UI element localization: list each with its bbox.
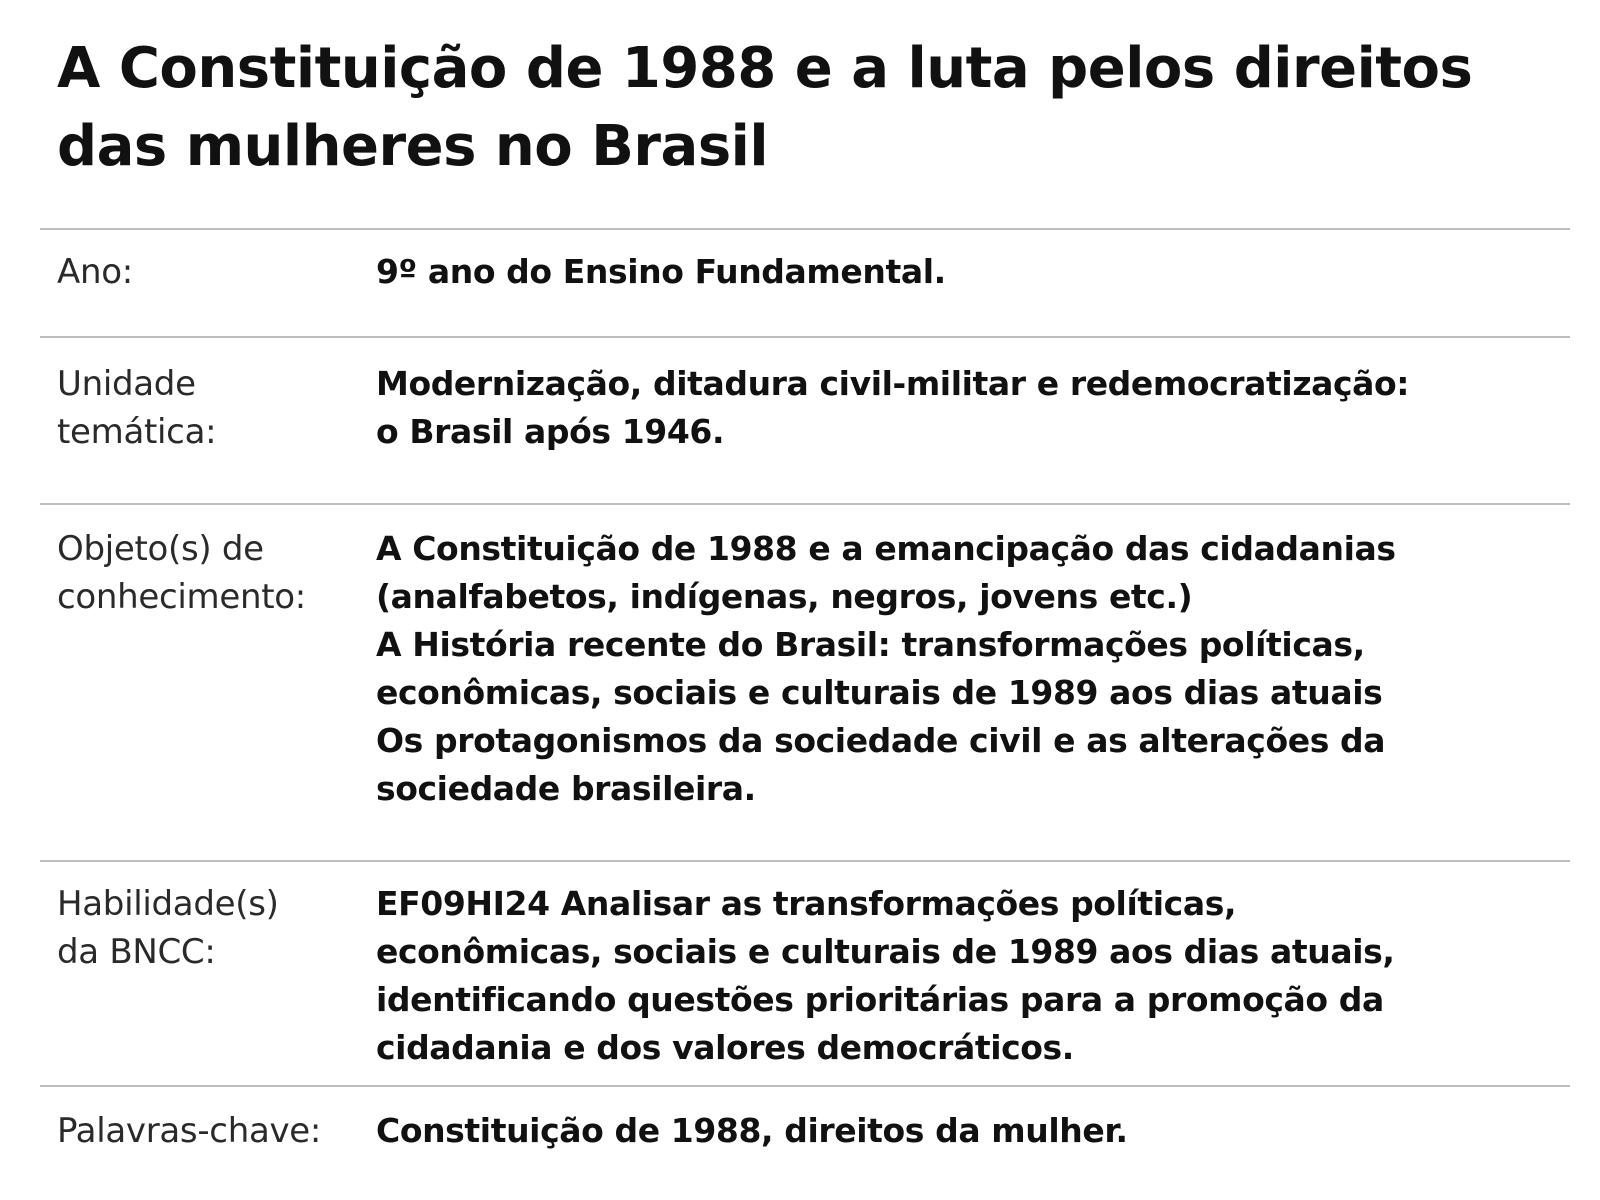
row-objeto-conhecimento	[40, 503, 1570, 860]
value-line: econômicas, sociais e culturais de 1989 aos dias atuais	[376, 673, 1383, 712]
value-line: A Constituição de 1988 e a emancipação das cidadanias	[376, 529, 1396, 568]
label-line: Unidade	[57, 364, 196, 404]
value-line: EF09HI24 Analisar as transformações políticas,	[376, 884, 1237, 923]
row-value	[376, 360, 1546, 456]
value-line: (analfabetos, indígenas, negros, jovens etc.)	[376, 577, 1193, 616]
value-line: Modernização, ditadura civil-militar e redemocratização:	[376, 364, 1410, 403]
row-label	[57, 1107, 347, 1155]
value-line: cidadania e dos valores democráticos.	[376, 1028, 1074, 1067]
label-line: temática:	[57, 412, 217, 452]
value-line: Constituição de 1988, direitos da mulher.	[376, 1111, 1128, 1150]
title-line: A Constituição de 1988 e a luta pelos direitos	[57, 36, 1473, 101]
title-line: das mulheres no Brasil	[57, 114, 769, 179]
row-value	[376, 1107, 1546, 1155]
row-label	[57, 880, 347, 976]
value-line: Os protagonismos da sociedade civil e as alterações da	[376, 721, 1386, 760]
row-value	[376, 880, 1546, 1072]
label-line: conhecimento:	[57, 577, 306, 617]
row-label	[57, 525, 347, 621]
label-line: Palavras-chave:	[57, 1111, 322, 1151]
label-line: da BNCC:	[57, 932, 216, 972]
row-ano	[40, 228, 1570, 336]
row-value	[376, 248, 1546, 296]
row-value	[376, 525, 1546, 813]
value-line: o Brasil após 1946.	[376, 412, 725, 451]
row-unidade-tematica	[40, 336, 1570, 503]
row-habilidades-bncc	[40, 860, 1570, 1085]
label-line: Objeto(s) de	[57, 529, 264, 569]
row-label	[57, 360, 347, 456]
label-line: Ano:	[57, 252, 133, 292]
row-label	[57, 248, 347, 296]
row-palavras-chave	[40, 1085, 1570, 1185]
value-line: 9º ano do Ensino Fundamental.	[376, 252, 946, 291]
label-line: Habilidade(s)	[57, 884, 279, 924]
value-line: identificando questões prioritárias para a promoção da	[376, 980, 1384, 1019]
value-line: A História recente do Brasil: transformações políticas,	[376, 625, 1365, 664]
lesson-info-table	[40, 228, 1570, 1185]
value-line: sociedade brasileira.	[376, 769, 756, 808]
value-line: econômicas, sociais e culturais de 1989 aos dias atuais,	[376, 932, 1395, 971]
page-title	[57, 30, 1557, 186]
